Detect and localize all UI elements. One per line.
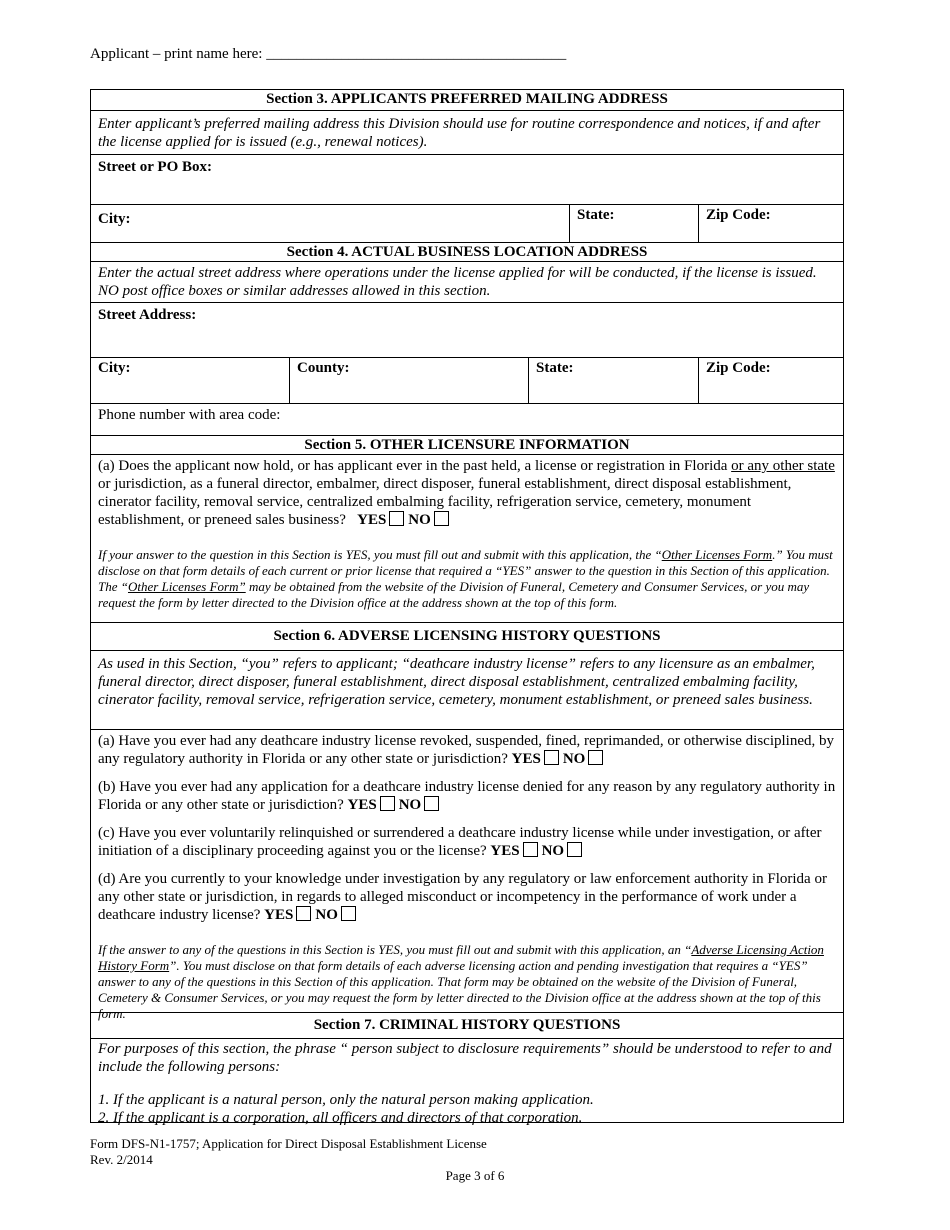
q6a-yes-label: YES	[511, 751, 541, 767]
section-7-body	[91, 1039, 843, 1126]
q5a-text-1: (a) Does the applicant now hold, or has applicant ever in the past held, a license or registration in Florida	[98, 458, 732, 474]
mailing-city-field[interactable]: City:	[91, 205, 570, 242]
s6-note-text-1: If the answer to any of the questions in this Section is YES, you must fill out and submit with this application, an “	[98, 942, 692, 957]
business-phone-field[interactable]: Phone number with area code:	[91, 404, 843, 436]
section-7-item-1: 1. If the applicant is a natural person, only the natural person making application.	[98, 1092, 594, 1108]
adverse-licensing-form-link[interactable]: Adverse Licensing Action History Form	[98, 942, 824, 973]
q6a-no-checkbox[interactable]	[588, 750, 603, 765]
section-3-instructions: Enter applicant’s preferred mailing address this Division should use for routine correspondence and notices, if and after the license applied for is issued (e.g., renewal notices).	[91, 111, 843, 155]
footer	[90, 1136, 487, 1168]
section-5-title: Section 5. OTHER LICENSURE INFORMATION	[91, 436, 843, 455]
section-6-question-b	[91, 776, 843, 816]
section-5-note	[91, 547, 843, 613]
q6b-no-label: NO	[398, 797, 422, 813]
q6c-text: (c) Have you ever voluntarily relinquished or surrendered a deathcare industry license while under investigation, or after initiation of a disciplinary proceeding against you or the license?	[98, 825, 822, 859]
q6c-yes-label: YES	[490, 843, 520, 859]
q5a-no-label: NO	[408, 512, 431, 528]
business-state-field[interactable]: State:	[529, 358, 699, 403]
section-6-question-d	[91, 868, 843, 926]
applicant-name-line[interactable]: Applicant – print name here: ________________________________________	[90, 46, 567, 62]
business-city-county-state-zip-row	[91, 358, 843, 404]
mailing-state-field[interactable]: State:	[570, 205, 699, 242]
section-4-instructions: Enter the actual street address where operations under the license applied for will be conducted, if the license is issued. NO post office boxes or similar addresses allowed in this section.	[91, 262, 843, 303]
application-form	[90, 89, 844, 1126]
footer-revision: Rev. 2/2014	[90, 1152, 153, 1167]
section-6-body	[91, 730, 843, 1021]
q6b-no-checkbox[interactable]	[424, 796, 439, 811]
footer-form-name: Form DFS-N1-1757; Application for Direct Disposal Establishment License	[90, 1136, 487, 1151]
q6d-yes-checkbox[interactable]	[296, 906, 311, 921]
s6-note-text-2: ”. You must disclose on that form details of each adverse licensing action and pending investigation that requires a “YES” answer to any of the questions in this Section of this application. That form may be obtained on the website of the Division of Funeral, Cemetery & Consumer Services, or you may request the form by letter directed to the Division office at the address shown at the top of this form.	[98, 958, 821, 1021]
other-licenses-form-link[interactable]: Other Licenses Form	[661, 547, 773, 562]
mailing-street-field[interactable]: Street or PO Box:	[91, 155, 843, 205]
section-6-question-c	[91, 822, 843, 862]
q5a-underlined-text: or any other state	[731, 458, 835, 474]
other-licenses-form-link-2[interactable]: Other Licenses Form”	[127, 579, 246, 594]
section-6-title: Section 6. ADVERSE LICENSING HISTORY QUESTIONS	[91, 623, 843, 651]
q6d-yes-label: YES	[264, 907, 294, 923]
q6a-yes-checkbox[interactable]	[544, 750, 559, 765]
mailing-zip-field[interactable]: Zip Code:	[706, 207, 771, 223]
q6c-no-checkbox[interactable]	[567, 842, 582, 857]
q6a-no-label: NO	[562, 751, 586, 767]
q6d-text: (d) Are you currently to your knowledge under investigation by any regulatory or law enforcement authority in Florida or any other state or jurisdiction, in regards to alleged misconduct or incompetency in the performance of work under a deathcare industry license?	[98, 871, 827, 923]
mailing-city-state-zip-row	[91, 205, 843, 243]
section-7-item-2: 2. If the applicant is a corporation, all officers and directors of that corporation.	[98, 1110, 583, 1126]
q5a-text-2: or jurisdiction, as a funeral director, embalmer, direct disposer, funeral establishment, direct disposal establishment, cinerator facility, removal service, centralized embalming facility, refrigeration service, cemetery, monument establishment, or preneed sales business?	[98, 476, 792, 528]
section-7-title: Section 7. CRIMINAL HISTORY QUESTIONS	[91, 1013, 843, 1039]
q6c-yes-checkbox[interactable]	[523, 842, 538, 857]
business-zip-field[interactable]: Zip Code:	[706, 360, 771, 376]
section-5-question-a	[91, 455, 843, 531]
q6b-yes-checkbox[interactable]	[380, 796, 395, 811]
section-6-intro: As used in this Section, “you” refers to applicant; “deathcare industry license” refers to any licensure as an embalmer, funeral director, direct disposer, funeral establishment, direct disposal establishment, centralized embalming facility, cinerator facility, removal service, refrigeration service, cemetery, monument establishment, or preneed sales business.	[91, 651, 843, 730]
q5a-no-checkbox[interactable]	[434, 511, 449, 526]
section-6-question-a	[91, 730, 843, 770]
section-5-body	[91, 455, 843, 623]
section-6-note	[91, 942, 843, 1024]
business-city-field[interactable]: City:	[91, 358, 290, 403]
s5-note-text-2: .” You must disclose on that form details of each current or prior license that required a “YES” answer to the question in this Section of this application. The “	[98, 547, 833, 594]
business-street-field[interactable]: Street Address:	[91, 303, 843, 358]
q6d-no-label: NO	[315, 907, 338, 923]
q6c-no-label: NO	[541, 843, 565, 859]
page-number: Page 3 of 6	[445, 1168, 505, 1183]
section-3-title: Section 3. APPLICANTS PREFERRED MAILING ADDRESS	[91, 90, 843, 111]
q6b-text: (b) Have you ever had any application for a deathcare industry license denied for any reason by any regulatory authority in Florida or any other state or jurisdiction?	[98, 779, 836, 813]
section-7-intro: For purposes of this section, the phrase “ person subject to disclosure requirements” should be understood to refer to and include the following persons:	[98, 1041, 832, 1075]
s5-note-text-1: If your answer to the question in this Section is YES, you must fill out and submit with this application, the “	[98, 547, 662, 562]
q6a-text: (a) Have you ever had any deathcare industry license revoked, suspended, fined, reprimanded, or otherwise disciplined, by any regulatory authority in Florida or any other state or jurisdiction?	[98, 733, 834, 767]
business-county-field[interactable]: County:	[290, 358, 529, 403]
section-4-title: Section 4. ACTUAL BUSINESS LOCATION ADDRESS	[91, 243, 843, 262]
q6d-no-checkbox[interactable]	[341, 906, 356, 921]
q5a-yes-checkbox[interactable]	[389, 511, 404, 526]
s5-note-text-3: may be obtained from the website of the Division of Funeral, Cemetery and Consumer Services, or you may request the form by letter directed to the Division office at the address shown at the top of this form.	[98, 579, 810, 610]
q6b-yes-label: YES	[347, 797, 377, 813]
q5a-yes-label: YES	[357, 512, 387, 528]
